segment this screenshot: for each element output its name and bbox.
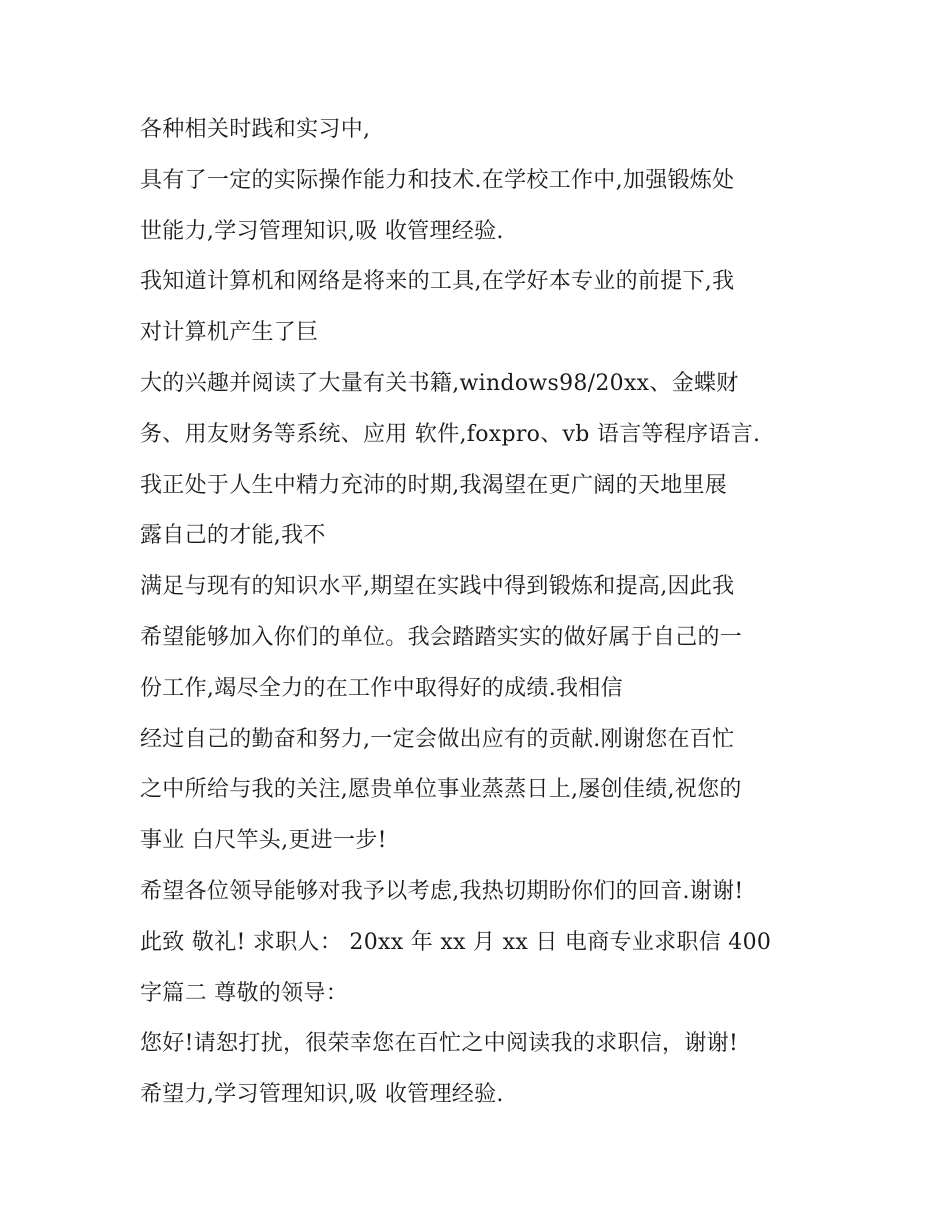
text-line: 之中所给与我的关注,愿贵单位事业蒸蒸日上,屡创佳绩,祝您的 <box>140 777 742 803</box>
text-line: 此致 敬礼! 求职人： 20xx 年 xx 月 xx 日 电商专业求职信 400 <box>140 929 772 955</box>
text-line: 字篇二 尊敬的领导： <box>140 980 348 1006</box>
text-line: 希望能够加入你们的单位。我会踏踏实实的做好属于自己的一 <box>140 624 743 650</box>
text-line: 露自己的才能,我不 <box>140 523 326 549</box>
text-line: 具有了一定的实际操作能力和技术.在学校工作中,加强锻炼处 <box>140 167 735 193</box>
text-line: 满足与现有的知识水平,期望在实践中得到锻炼和提高,因此我 <box>140 574 735 600</box>
text-line: 经过自己的勤奋和努力,一定会做出应有的贡献.刚谢您在百忙 <box>140 726 735 752</box>
document-body <box>140 108 820 1124</box>
text-line: 对计算机产生了巨 <box>140 320 319 346</box>
text-line: 务、用友财务等系统、应用 软件,foxpro、vb 语言等程序语言. <box>140 421 761 447</box>
text-line: 我知道计算机和网络是将来的工具,在学好本专业的前提下,我 <box>140 269 735 295</box>
text-line: 份工作,竭尽全力的在工作中取得好的成绩.我相信 <box>140 675 623 701</box>
text-line: 希望力,学习管理知识,吸 收管理经验. <box>140 1082 504 1108</box>
text-line: 我正处于人生中精力充沛的时期,我渴望在更广阔的天地里展 <box>140 472 728 498</box>
text-line: 您好!请恕打扰，很荣幸您在百忙之中阅读我的求职信，谢谢! <box>140 1031 739 1057</box>
text-line: 希望各位领导能够对我予以考虑,我热切期盼你们的回音.谢谢! <box>140 878 744 904</box>
text-line: 各种相关时践和实习中, <box>140 117 371 142</box>
text-line: 大的兴趣并阅读了大量有关书籍,windows98/20xx、金蝶财 <box>140 370 739 396</box>
text-line: 世能力,学习管理知识,吸 收管理经验. <box>140 218 504 244</box>
text-line: 事业 白尺竿头,更进一步! <box>140 828 387 854</box>
